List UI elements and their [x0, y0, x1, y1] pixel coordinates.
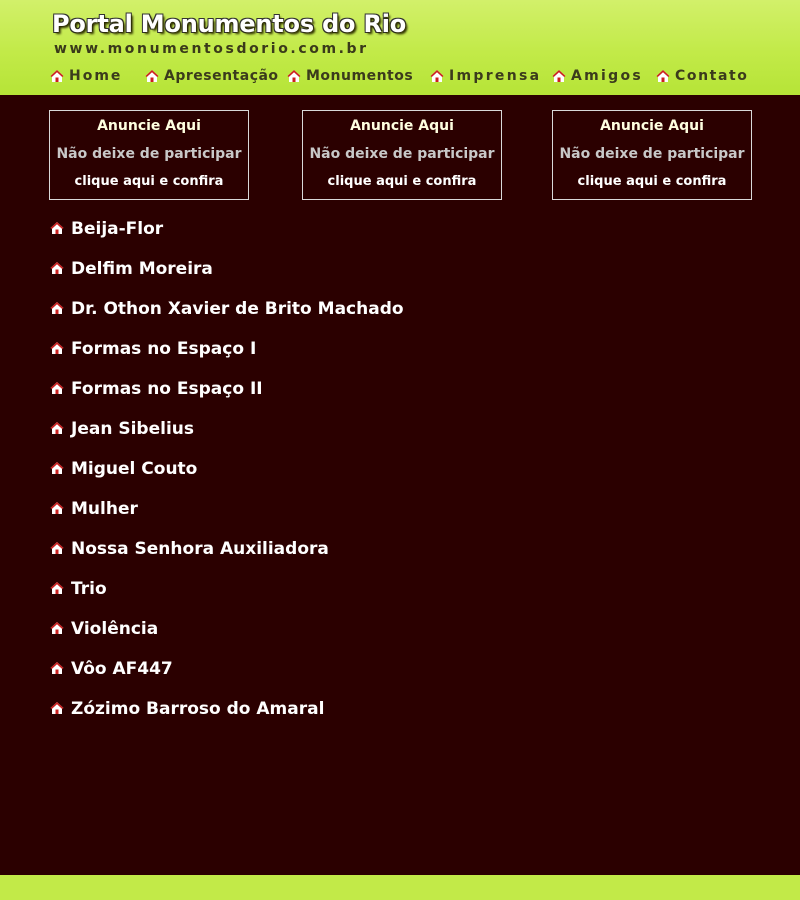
monument-link[interactable]: Jean Sibelius [71, 419, 194, 439]
ad-title: Anuncie Aqui [97, 118, 201, 134]
main-nav [0, 68, 800, 90]
monument-link[interactable]: Nossa Senhora Auxiliadora [71, 539, 329, 559]
list-item[interactable] [50, 539, 750, 579]
monument-link[interactable]: Delfim Moreira [71, 259, 213, 279]
monument-link[interactable]: Beija-Flor [71, 219, 164, 239]
monument-link[interactable]: Vôo AF447 [71, 659, 173, 679]
list-item[interactable] [50, 299, 750, 339]
nav-monumentos[interactable] [287, 68, 413, 84]
home-icon [430, 69, 444, 83]
nav-monumentos-label: Monumentos [306, 68, 414, 84]
ad-text: Não deixe de participar [309, 146, 495, 162]
nav-amigos-label: Amigos [571, 68, 643, 84]
nav-contato-label: Contato [675, 68, 749, 84]
monument-link[interactable]: Miguel Couto [71, 459, 198, 479]
home-icon [50, 541, 64, 555]
home-icon [50, 381, 64, 395]
ad-text: Não deixe de participar [56, 146, 242, 162]
home-icon [50, 261, 64, 275]
list-item[interactable] [50, 579, 750, 619]
site-title[interactable]: Portal Monumentos do Rio [52, 10, 407, 38]
nav-home-label: Home [69, 68, 123, 84]
home-icon [50, 301, 64, 315]
home-icon [50, 69, 64, 83]
monument-link[interactable]: Formas no Espaço I [71, 339, 257, 359]
list-item[interactable] [50, 259, 750, 299]
monument-link[interactable]: Trio [71, 579, 107, 599]
list-item[interactable] [50, 459, 750, 499]
list-item[interactable] [50, 659, 750, 699]
list-item[interactable] [50, 219, 750, 259]
home-icon [50, 501, 64, 515]
ad-link[interactable]: clique aqui e confira [577, 174, 727, 189]
ad-banners [0, 110, 800, 200]
monument-link[interactable]: Zózimo Barroso do Amaral [71, 699, 325, 719]
home-icon [50, 461, 64, 475]
list-item[interactable] [50, 619, 750, 659]
nav-apresentacao-label: Apresentação [164, 68, 279, 84]
site-url: www.monumentosdorio.com.br [54, 41, 369, 57]
nav-apresentacao[interactable] [145, 68, 279, 84]
list-item[interactable] [50, 699, 750, 739]
nav-home[interactable] [50, 68, 122, 84]
site-header [0, 0, 800, 95]
monument-link[interactable]: Violência [71, 619, 159, 639]
monument-list [50, 219, 750, 739]
nav-imprensa[interactable] [430, 68, 541, 84]
ad-text: Não deixe de participar [559, 146, 745, 162]
home-icon [50, 661, 64, 675]
ad-banner[interactable] [552, 110, 752, 200]
ad-banner[interactable] [302, 110, 502, 200]
home-icon [50, 341, 64, 355]
ad-link[interactable]: clique aqui e confira [327, 174, 477, 189]
ad-title: Anuncie Aqui [350, 118, 454, 134]
home-icon [50, 701, 64, 715]
nav-amigos[interactable] [552, 68, 643, 84]
ad-title: Anuncie Aqui [600, 118, 704, 134]
home-icon [50, 221, 64, 235]
monument-link[interactable]: Dr. Othon Xavier de Brito Machado [71, 299, 404, 319]
home-icon [50, 421, 64, 435]
list-item[interactable] [50, 379, 750, 419]
list-item[interactable] [50, 499, 750, 539]
monument-link[interactable]: Formas no Espaço II [71, 379, 263, 399]
list-item[interactable] [50, 419, 750, 459]
home-icon [552, 69, 566, 83]
home-icon [656, 69, 670, 83]
ad-banner[interactable] [49, 110, 249, 200]
nav-imprensa-label: Imprensa [449, 68, 542, 84]
home-icon [50, 621, 64, 635]
list-item[interactable] [50, 339, 750, 379]
home-icon [145, 69, 159, 83]
home-icon [50, 581, 64, 595]
ad-link[interactable]: clique aqui e confira [74, 174, 224, 189]
home-icon [287, 69, 301, 83]
nav-contato[interactable] [656, 68, 749, 84]
site-footer [0, 875, 800, 900]
monument-link[interactable]: Mulher [71, 499, 138, 519]
